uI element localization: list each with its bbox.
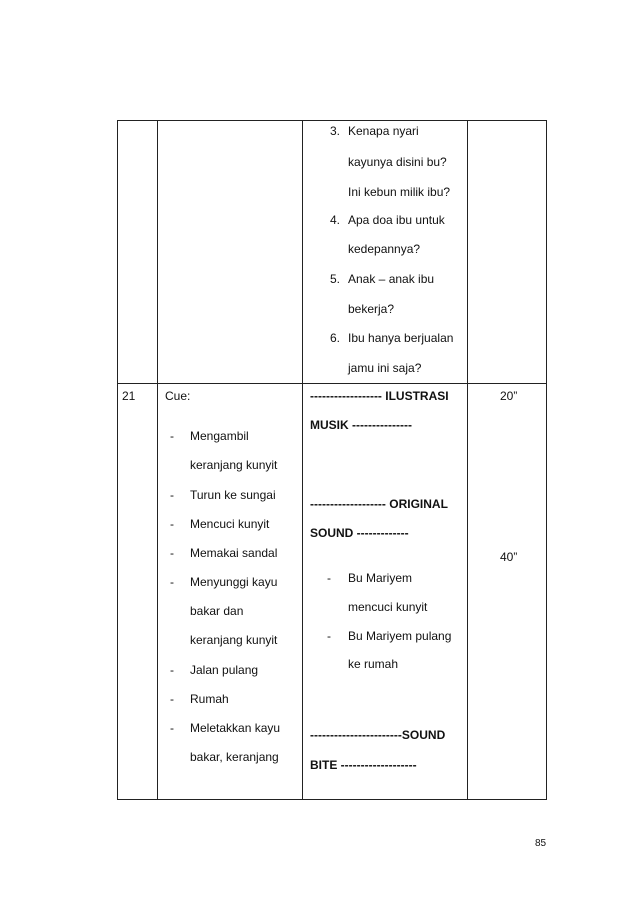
bullet: -: [170, 429, 174, 443]
ilustrasi-musik-heading: MUSIK ---------------: [310, 418, 412, 432]
cue-item: Mencuci kunyit: [190, 517, 270, 531]
bullet: -: [170, 692, 174, 706]
question-text: Ibu hanya berjualan: [348, 331, 454, 345]
cue-label: Cue:: [165, 389, 191, 403]
row-divider: [117, 383, 547, 384]
original-sound-item: Bu Mariyem pulang: [348, 629, 452, 643]
list-number: 6.: [330, 331, 341, 345]
list-number: 5.: [330, 272, 341, 286]
ilustrasi-musik-heading: ------------------ ILUSTRASI: [310, 389, 449, 403]
table-border-right: [546, 120, 547, 800]
column-divider-3: [467, 120, 468, 800]
original-sound-item: mencuci kunyit: [348, 600, 428, 614]
cue-item: bakar dan: [190, 604, 244, 618]
original-sound-item: Bu Mariyem: [348, 571, 413, 585]
table-border-bottom: [117, 799, 547, 800]
original-sound-item: ke rumah: [348, 657, 399, 671]
sound-bite-heading: -----------------------SOUND: [310, 728, 446, 742]
cue-item: keranjang kunyit: [190, 633, 278, 647]
table-border-top: [117, 120, 547, 121]
table-border-left: [117, 120, 118, 800]
cue-item: Turun ke sungai: [190, 488, 276, 502]
cue-item: keranjang kunyit: [190, 458, 278, 472]
bullet: -: [170, 663, 174, 677]
question-text: Anak – anak ibu: [348, 272, 435, 286]
page-number: 85: [535, 838, 547, 849]
question-text: bekerja?: [348, 302, 395, 316]
bullet: -: [327, 629, 331, 643]
bullet: -: [170, 488, 174, 502]
question-text: kedepannya?: [348, 242, 421, 256]
cue-item: Memakai sandal: [190, 546, 278, 560]
row-number: 21: [122, 389, 136, 403]
cue-item: Rumah: [190, 692, 229, 706]
column-divider-1: [157, 120, 158, 800]
bullet: -: [170, 546, 174, 560]
cue-item: Mengambil: [190, 429, 249, 443]
question-text: Ini kebun milik ibu?: [348, 185, 451, 199]
original-sound-heading: SOUND -------------: [310, 526, 409, 540]
cue-item: Menyunggi kayu: [190, 575, 278, 589]
question-text: Kenapa nyari: [348, 124, 419, 138]
column-divider-2: [302, 120, 303, 800]
bullet: -: [170, 721, 174, 735]
cue-item: Meletakkan kayu: [190, 721, 281, 735]
cue-item: bakar, keranjang: [190, 750, 279, 764]
list-number: 4.: [330, 213, 341, 227]
list-number: 3.: [330, 124, 341, 138]
duration: 40”: [500, 550, 518, 564]
original-sound-heading: ------------------- ORIGINAL: [310, 497, 448, 511]
question-text: jamu ini saja?: [348, 361, 422, 375]
question-text: Apa doa ibu untuk: [348, 213, 445, 227]
cue-item: Jalan pulang: [190, 663, 259, 677]
bullet: -: [327, 571, 331, 585]
bullet: -: [170, 575, 174, 589]
question-text: kayunya disini bu?: [348, 155, 447, 169]
duration: 20”: [500, 389, 518, 403]
sound-bite-heading: BITE -------------------: [310, 758, 417, 772]
bullet: -: [170, 517, 174, 531]
